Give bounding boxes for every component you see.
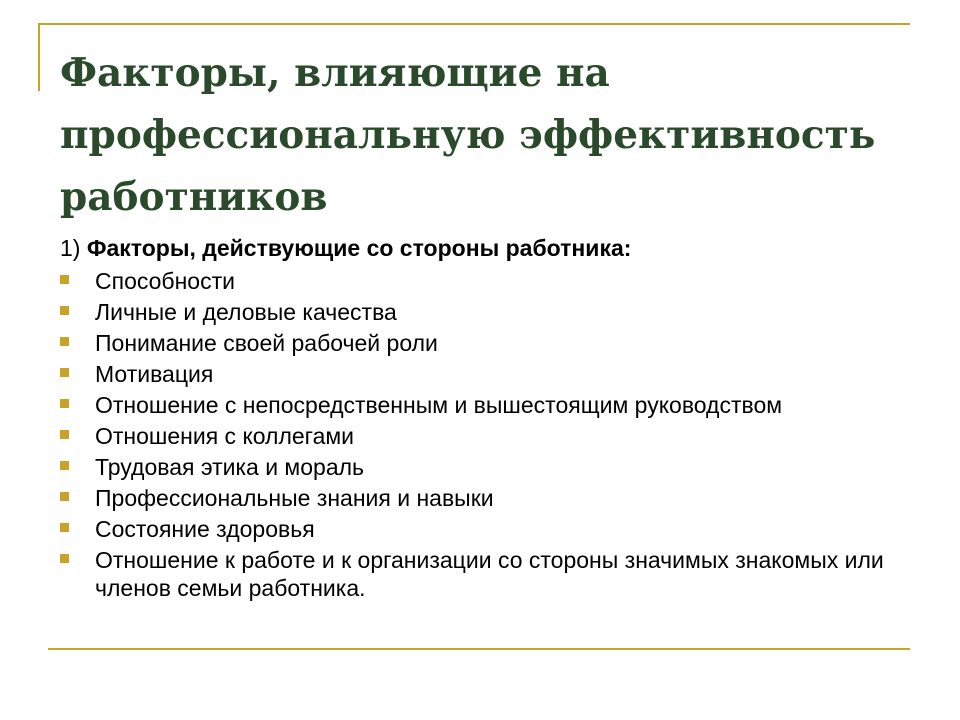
list-item-text: Трудовая этика и мораль bbox=[95, 454, 365, 480]
list-item bbox=[60, 453, 910, 481]
list-item-text: Способности bbox=[95, 268, 235, 294]
list-item bbox=[60, 298, 910, 326]
square-bullet-icon bbox=[60, 430, 69, 439]
list-item bbox=[60, 546, 910, 602]
title-line-3: работников bbox=[60, 174, 328, 220]
list-item-text: Личные и деловые качества bbox=[95, 299, 397, 325]
list-item bbox=[60, 391, 910, 419]
list-item bbox=[60, 329, 910, 357]
list-item bbox=[60, 515, 910, 543]
slide-content bbox=[60, 232, 910, 602]
square-bullet-icon bbox=[60, 554, 69, 563]
slide-title bbox=[60, 42, 920, 228]
square-bullet-icon bbox=[60, 523, 69, 532]
list-item-text: Профессиональные знания и навыки bbox=[95, 485, 494, 511]
subheading-number: 1) bbox=[60, 235, 81, 261]
square-bullet-icon bbox=[60, 492, 69, 501]
list-item bbox=[60, 360, 910, 388]
frame-left-line bbox=[38, 23, 40, 91]
list-item-text: Отношение с непосредственным и вышестоящим руководством bbox=[95, 392, 783, 418]
list-item bbox=[60, 484, 910, 512]
bullet-list bbox=[60, 267, 910, 602]
square-bullet-icon bbox=[60, 337, 69, 346]
subheading-text: Факторы, действующие со стороны работника: bbox=[86, 235, 632, 261]
square-bullet-icon bbox=[60, 399, 69, 408]
square-bullet-icon bbox=[60, 275, 69, 284]
frame-top-line bbox=[38, 23, 910, 25]
square-bullet-icon bbox=[60, 461, 69, 470]
title-line-1: Факторы, влияющие на bbox=[60, 50, 610, 96]
square-bullet-icon bbox=[60, 368, 69, 377]
list-item-text: Отношения с коллегами bbox=[95, 423, 355, 449]
list-item-text: Понимание своей рабочей роли bbox=[95, 330, 438, 356]
list-item-text: Мотивация bbox=[95, 361, 214, 387]
square-bullet-icon bbox=[60, 306, 69, 315]
frame-bottom-line bbox=[48, 648, 910, 650]
list-item-text: Состояние здоровья bbox=[95, 516, 315, 542]
title-line-2: профессиональную эффективность bbox=[60, 112, 876, 158]
list-item-text: Отношение к работе и к организации со стороны значимых знакомых или членов семьи работника. bbox=[95, 547, 884, 601]
list-item bbox=[60, 267, 910, 295]
list-item bbox=[60, 422, 910, 450]
subheading bbox=[60, 232, 910, 264]
